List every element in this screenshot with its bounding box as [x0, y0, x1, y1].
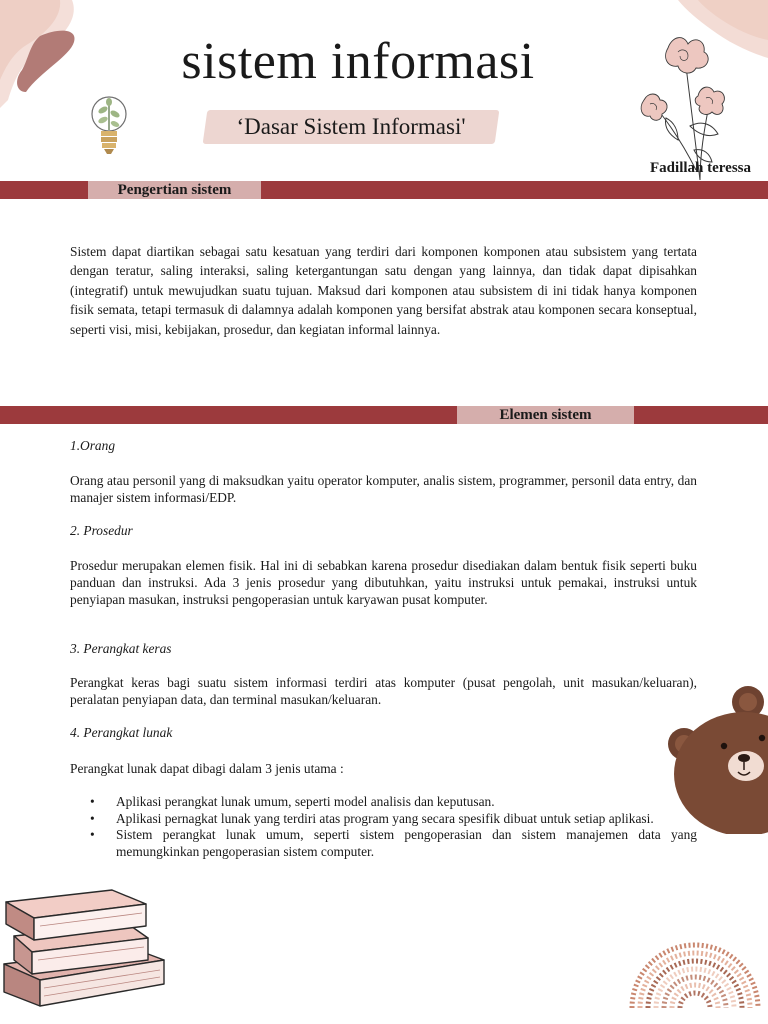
rainbow-icon [622, 920, 768, 1010]
section-heading-pengertian: Pengertian sistem [88, 181, 261, 199]
section-heading-elemen: Elemen sistem [457, 406, 634, 424]
book-stack-icon [0, 880, 170, 1008]
element-body-prosedur: Prosedur merupakan elemen fisik. Hal ini di sebabkan karena prosedur disediakan dalam bentuk fisik seperti buku panduan dan instruksi. Ada 3 jenis prosedur yang dibutuhkan, yaitu instruksi untuk pemakai, instruksi untuk penyiapan masukan, instruksi pengoperasian untuk karyawan pusat komputer. [70, 558, 697, 607]
element-body-orang: Orang atau personil yang di maksudkan yaitu operator komputer, analis sistem, programmer, personil data entry, dan manajer sistem informasi/EDP. [70, 473, 697, 505]
list-item: • Aplikasi perangkat lunak umum, seperti model analisis dan keputusan. [70, 794, 697, 811]
lightbulb-plant-icon [88, 94, 130, 158]
element-title-prosedur: 2. Prosedur [70, 523, 133, 538]
element-title-perangkat-lunak: 4. Perangkat lunak [70, 725, 173, 740]
list-item: • Aplikasi pernagkat lunak yang terdiri atas program yang secara spesifik dibuat untuk setiap aplikasi. [70, 811, 697, 828]
element-body-perangkat-keras: Perangkat keras bagi suatu sistem informasi terdiri atas komputer (pusat pengolah, unit masukan/keluaran), peralatan penyiapan data, dan terminal masukan/keluaran. [70, 675, 697, 707]
element-title-perangkat-keras: 3. Perangkat keras [70, 641, 172, 656]
teddy-bear-icon [664, 684, 768, 834]
page-subtitle: ‘Dasar Sistem Informasi' [236, 114, 466, 139]
list-item: • Sistem perangkat lunak umum, seperti sistem pengoperasian dan sistem manajemen data yang memungkinkan pengoperasian sistem computer. [70, 827, 697, 860]
page-title: sistem informasi [181, 33, 535, 90]
author-name: Fadillah teressa [650, 160, 751, 176]
element-body-perangkat-lunak: Perangkat lunak dapat dibagi dalam 3 jenis utama : [70, 761, 344, 776]
software-bullet-list [70, 794, 697, 860]
section1-paragraph: Sistem dapat diartikan sebagai satu kesatuan yang terdiri dari komponen komponen atau subsistem yang tertata dengan teratur, saling interaksi, saling ketergantungan satu dengan yang lainnya, dan tidak dapat dipisahkan (integratif) untuk mewujudkan suatu tujuan. Maksud dari komponen atau subsistem di ini tidak hanya komponen fisik semata, tetapi termasuk di dalamnya adalah komponen yang bersifat abstrak atau komponen secara konseptual, seperti visi, misi, kebijakan, prosedur, dan kegiatan informal lainnya. [70, 244, 697, 337]
element-title-orang: 1.Orang [70, 438, 116, 453]
section-bar-elemen [0, 406, 768, 424]
subtitle-banner [205, 106, 497, 148]
